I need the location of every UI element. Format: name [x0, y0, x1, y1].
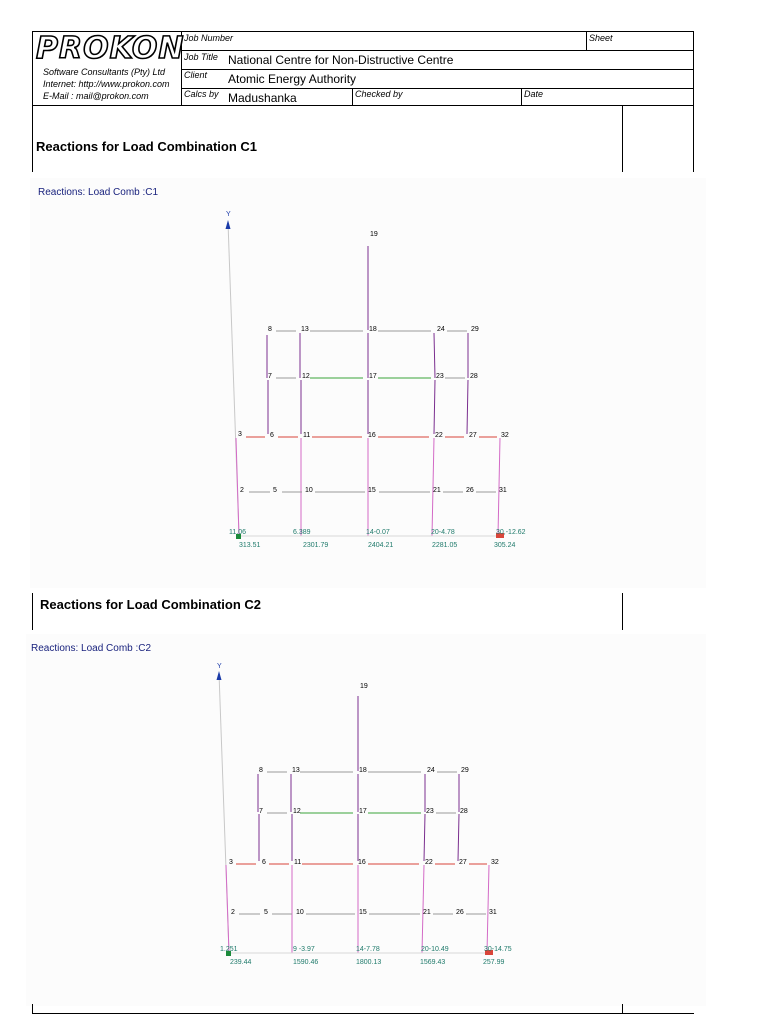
- date-label: Date: [524, 89, 544, 99]
- node-label: 3: [238, 431, 242, 438]
- company-internet: Internet: http://www.prokon.com: [43, 79, 170, 89]
- reaction-value: 1590.46: [293, 959, 319, 966]
- node-label: 31: [499, 487, 507, 494]
- node-label: 26: [456, 909, 464, 916]
- reaction-value: 257.99: [483, 959, 505, 966]
- support-label: 1.251: [220, 946, 238, 953]
- node-label: 24: [437, 326, 445, 333]
- y-axis-label: Y: [217, 663, 222, 670]
- company-email: E-Mail : mail@prokon.com: [43, 91, 149, 101]
- node-label: 17: [359, 808, 367, 815]
- frame-diagram-c2: [0, 600, 768, 1024]
- reaction-value: 1569.43: [420, 959, 446, 966]
- support-label: 14-0.07: [366, 529, 390, 536]
- node-label: 18: [369, 326, 377, 333]
- node-label: 29: [471, 326, 479, 333]
- column: [434, 380, 435, 434]
- node-label: 15: [359, 909, 367, 916]
- node-label: 17: [369, 373, 377, 380]
- figure-caption-c2: Reactions: Load Comb :C2: [31, 643, 152, 654]
- node-label: 5: [273, 487, 277, 494]
- node-label: 15: [368, 487, 376, 494]
- node-label: 21: [433, 487, 441, 494]
- node-label: 5: [264, 909, 268, 916]
- node-label: 10: [305, 487, 313, 494]
- column: [434, 333, 435, 378]
- node-label: 29: [461, 767, 469, 774]
- checked-by-label: Checked by: [355, 89, 403, 99]
- reaction-value: 305.24: [494, 542, 516, 549]
- node-label: 13: [292, 767, 300, 774]
- figure-caption-c1: Reactions: Load Comb :C1: [38, 187, 159, 198]
- node-label: 27: [469, 432, 477, 439]
- column: [458, 814, 459, 861]
- support-label: 20-10.49: [421, 946, 449, 953]
- reaction-value: 1800.13: [356, 959, 382, 966]
- calcs-by-value: Madushanka: [228, 91, 297, 105]
- node-label: 32: [501, 432, 509, 439]
- node-label: 8: [268, 326, 272, 333]
- support-label: 30-14.75: [484, 946, 512, 953]
- support-label: 20-4.78: [431, 529, 455, 536]
- company-name: Software Consultants (Pty) Ltd: [43, 67, 166, 77]
- node-label: 23: [436, 373, 444, 380]
- node-label: 10: [296, 909, 304, 916]
- node-label: 18: [359, 767, 367, 774]
- node-label: 11: [294, 859, 302, 866]
- support-label: 14-7.78: [356, 946, 380, 953]
- reaction-value: 2281.05: [432, 542, 458, 549]
- node-label: 23: [426, 808, 434, 815]
- y-axis-arrow-icon: [217, 671, 222, 680]
- node-label: 16: [358, 859, 366, 866]
- client-value: Atomic Energy Authority: [228, 72, 357, 86]
- node-label: 13: [301, 326, 309, 333]
- support-label: 6.389: [293, 529, 311, 536]
- node-label: 24: [427, 767, 435, 774]
- node-label: 21: [423, 909, 431, 916]
- columns-group: [258, 696, 459, 861]
- node-label: 19: [360, 683, 368, 690]
- y-axis-arrow-icon: [226, 220, 231, 229]
- page-border-bottom: [32, 1013, 694, 1014]
- section-title-c1: Reactions for Load Combination C1: [36, 139, 258, 154]
- calcs-by-label: Calcs by: [184, 89, 219, 99]
- support-label: 11.06: [229, 529, 246, 536]
- columns-group: [267, 246, 468, 434]
- node-label: 19: [370, 231, 378, 238]
- column: [236, 438, 239, 536]
- support-label: 9 -3.97: [293, 946, 315, 953]
- node-label: 2: [231, 909, 235, 916]
- node-label: 11: [303, 432, 311, 439]
- client-label: Client: [184, 70, 208, 80]
- node-label: 7: [259, 808, 263, 815]
- reactions-c1: [229, 529, 526, 549]
- company-logo: PROKON: [36, 31, 185, 66]
- node-label: 32: [491, 859, 499, 866]
- node-label: 22: [435, 432, 443, 439]
- node-label: 22: [425, 859, 433, 866]
- reaction-value: 239.44: [230, 959, 252, 966]
- reaction-value: 2301.79: [303, 542, 329, 549]
- column: [467, 380, 468, 434]
- node-label: 26: [466, 487, 474, 494]
- node-label: 16: [368, 432, 376, 439]
- y-axis-label: Y: [226, 211, 231, 218]
- reaction-value: 2404.21: [368, 542, 394, 549]
- node-labels-c2: [229, 683, 499, 916]
- node-label: 6: [262, 859, 266, 866]
- node-label: 8: [259, 767, 263, 774]
- support-label: 30,-12.62: [496, 529, 526, 536]
- column: [424, 814, 425, 861]
- node-label: 28: [470, 373, 478, 380]
- job-title-value: National Centre for Non-Distructive Centre: [228, 53, 454, 67]
- job-title-label: Job Title: [184, 52, 218, 62]
- section-title-c2: Reactions for Load Combination C2: [40, 597, 262, 612]
- node-label: 7: [268, 373, 272, 380]
- node-label: 31: [489, 909, 497, 916]
- node-label: 3: [229, 859, 233, 866]
- node-label: 27: [459, 859, 467, 866]
- column: [226, 865, 229, 953]
- node-label: 28: [460, 808, 468, 815]
- node-label: 2: [240, 487, 244, 494]
- node-label: 12: [293, 808, 301, 815]
- reactions-c2: [220, 946, 512, 966]
- job-number-label: Job Number: [184, 33, 234, 43]
- sheet-label: Sheet: [589, 33, 613, 43]
- reaction-value: 313.51: [239, 542, 261, 549]
- node-label: 12: [302, 373, 310, 380]
- node-label: 6: [270, 432, 274, 439]
